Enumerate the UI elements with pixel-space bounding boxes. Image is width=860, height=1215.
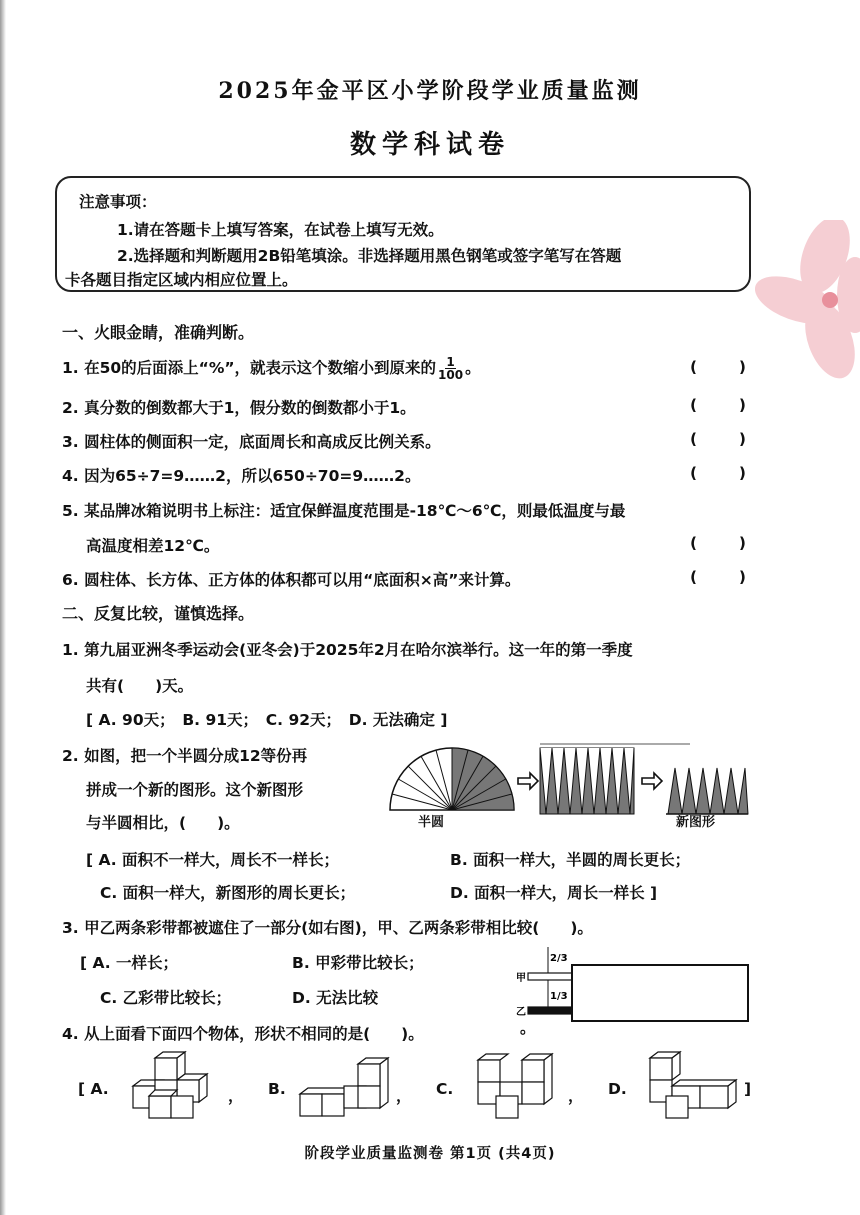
choice-question-4-label-c: C.	[436, 1080, 454, 1098]
choice-question-2-line3: 与半圆相比，( )。	[86, 814, 240, 832]
judge-question-1	[62, 356, 481, 381]
fraction-denominator: 100	[438, 368, 464, 382]
choice-question-4-sep-c: ，	[568, 1087, 584, 1105]
fraction-numerator: 1	[446, 355, 455, 369]
cube-object-b	[294, 1050, 394, 1122]
label-semicircle: 半圆	[418, 815, 445, 830]
paren-close: )	[738, 430, 746, 448]
page-edge-shadow	[0, 0, 6, 1215]
label-new-shape: 新图形	[676, 815, 716, 830]
paren-close: )	[738, 358, 746, 376]
choice-question-3-option-c: C. 乙彩带比较长；	[100, 989, 232, 1007]
paren-close: )	[738, 464, 746, 482]
choice-question-1-line2: 共有( )天。	[86, 677, 194, 695]
paren-open: (	[690, 396, 698, 414]
notice-item-2: 2.选择题和判断题用2B铅笔填涂。非选择题用黑色钢笔或签字笔写在答题	[117, 247, 622, 265]
cover-box	[572, 965, 748, 1021]
choice-question-2-option-a: [ A. 面积不一样大，周长不一样长；	[86, 851, 340, 869]
choice-question-2-option-b: B. 面积一样大，半圆的周长更长；	[450, 851, 691, 869]
ribbon-yi-label: 乙	[516, 1007, 526, 1018]
choice-question-3-end: 。	[520, 1019, 536, 1037]
choice-question-4: 4. 从上面看下面四个物体，形状不相同的是( )。	[62, 1025, 424, 1043]
choice-question-4-sep-a: ，	[228, 1087, 244, 1105]
exam-title: 2025年金平区小学阶段学业质量监测	[218, 78, 642, 104]
cube-object-a	[125, 1050, 225, 1122]
flower-decoration	[755, 220, 860, 390]
ribbon-figure	[500, 945, 756, 1025]
choice-question-4-label-d: D.	[608, 1080, 627, 1098]
notice-item-2-continued: 卡各题目指定区域内相应位置上。	[65, 271, 298, 289]
judge-question-3: 3. 圆柱体的侧面积一定，底面周长和高成反比例关系。	[62, 433, 441, 451]
choice-question-2-line2: 拼成一个新的图形。这个新图形	[86, 781, 304, 799]
choice-question-3: 3. 甲乙两条彩带都被遮住了一部分(如右图)，甲、乙两条彩带相比较( )。	[62, 919, 593, 937]
rearranged-shape-1	[540, 744, 690, 814]
judge-question-1-text: 1. 在50的后面添上“%”，就表示这个数缩小到原来的	[62, 359, 437, 377]
arrow-right-icon	[518, 773, 538, 789]
answer-paren-6[interactable]	[690, 568, 746, 586]
answer-paren-2[interactable]	[690, 396, 746, 414]
choice-question-4-open: [ A.	[78, 1080, 109, 1098]
judge-question-1-end: 。	[465, 359, 481, 377]
page-footer: 阶段学业质量监测卷 第1页 (共4页)	[304, 1146, 556, 1162]
arrow-right-icon	[642, 773, 662, 789]
paren-open: (	[690, 430, 698, 448]
paren-close: )	[738, 568, 746, 586]
choice-question-1-options: [ A. 90天； B. 91天； C. 92天； D. 无法确定 ]	[86, 711, 448, 729]
choice-question-2: 2. 如图，把一个半圆分成12等份再	[62, 747, 308, 765]
choice-question-4-sep-b: ，	[396, 1087, 412, 1105]
choice-question-3-option-d: D. 无法比较	[292, 989, 379, 1007]
paren-open: (	[690, 534, 698, 552]
choice-question-1: 1. 第九届亚洲冬季运动会(亚冬会)于2025年2月在哈尔滨举行。这一年的第一季度	[62, 641, 633, 659]
fraction-one-third: 1/3	[550, 991, 568, 1002]
answer-paren-4[interactable]	[690, 464, 746, 482]
choice-question-2-option-d: D. 面积一样大，周长一样长 ]	[450, 884, 658, 902]
notice-heading: 注意事项：	[79, 193, 157, 211]
notice-box	[55, 176, 751, 292]
paren-open: (	[690, 464, 698, 482]
answer-paren-3[interactable]	[690, 430, 746, 448]
section-2-title: 二、反复比较，谨慎选择。	[62, 604, 255, 623]
judge-question-5: 5. 某品牌冰箱说明书上标注：适宜保鲜温度范围是-18℃～6℃，则最低温度与最	[62, 502, 626, 520]
judge-question-2: 2. 真分数的倒数都大于1，假分数的倒数都小于1。	[62, 399, 416, 417]
fraction-1-100	[438, 356, 463, 381]
paren-open: (	[690, 568, 698, 586]
notice-item-1: 1.请在答题卡上填写答案，在试卷上填写无效。	[117, 221, 444, 239]
choice-question-3-option-a: [ A. 一样长；	[80, 954, 179, 972]
answer-paren-5[interactable]	[690, 534, 746, 552]
ribbon-yi	[528, 1007, 578, 1014]
judge-question-4: 4. 因为65÷7=9……2，所以650÷70=9……2。	[62, 467, 421, 485]
semicircle-diagram	[390, 748, 514, 810]
ribbon-jia	[528, 973, 578, 980]
ribbon-jia-label: 甲	[516, 973, 526, 984]
judge-question-6: 6. 圆柱体、长方体、正方体的体积都可以用“底面积×高”来计算。	[62, 571, 521, 589]
choice-question-4-close: ]	[744, 1080, 752, 1098]
paren-close: )	[738, 534, 746, 552]
cube-object-d	[640, 1050, 744, 1122]
exam-subject: 数学科试卷	[349, 130, 510, 160]
paren-close: )	[738, 396, 746, 414]
section-1-title: 一、火眼金睛，准确判断。	[62, 323, 255, 342]
paren-open: (	[690, 358, 698, 376]
judge-question-5-line2: 高温度相差12℃。	[86, 537, 220, 555]
choice-question-3-option-b: B. 甲彩带比较长；	[292, 954, 424, 972]
fraction-two-thirds: 2/3	[550, 953, 568, 964]
answer-paren-1[interactable]	[690, 358, 746, 376]
cube-object-c	[468, 1050, 568, 1122]
choice-question-4-label-b: B.	[268, 1080, 286, 1098]
rearranged-shape-2	[666, 768, 748, 814]
choice-question-2-option-c: C. 面积一样大，新图形的周长更长；	[100, 884, 356, 902]
